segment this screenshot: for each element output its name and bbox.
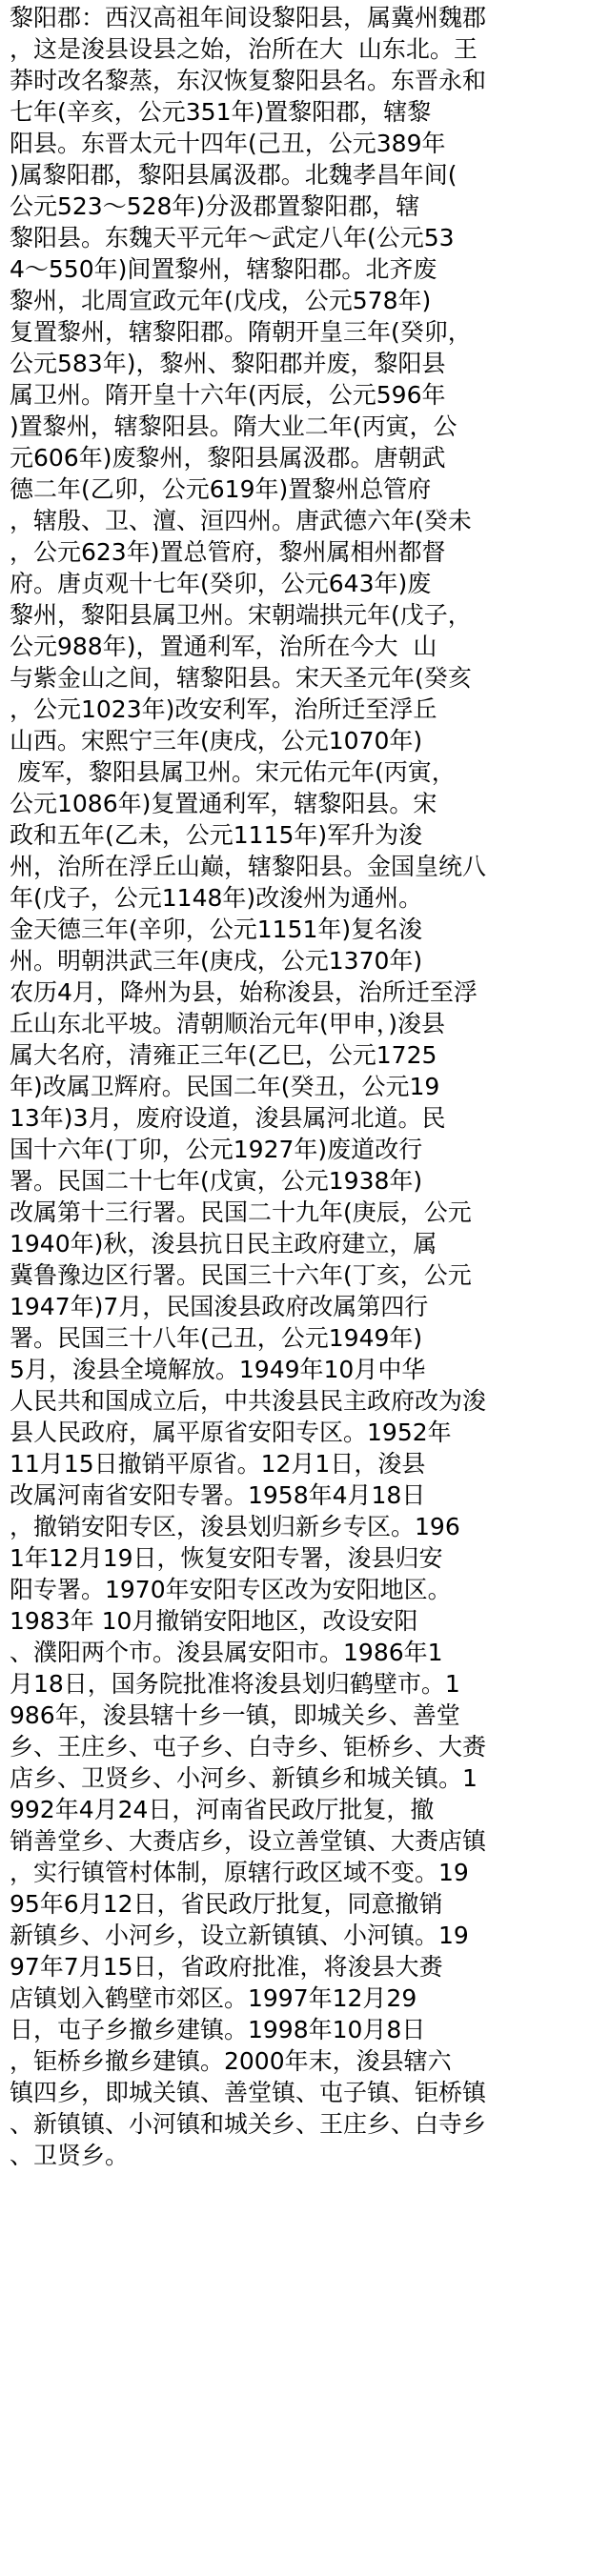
text-line-28: 州，治所在浮丘山巅，辖黎阳县。金国皇统八 [10,853,487,880]
text-line-20: 黎州，黎阳县属卫州。宋朝端拱元年(戊子， [10,601,472,629]
text-line-64: 店镇划入鹤壁市郊区。1997年12月29 [10,1984,417,2012]
text-line-23: ，公元1023年)改安利军，治所迁至浮丘 [10,695,437,723]
text-line-03: 莽时改名黎蒸，东汉恢复黎阳县名。东晋永和 [10,67,487,94]
text-line-42: 1947年)7月，民国浚县政府改属第四行 [10,1293,429,1320]
text-line-21: 公元988年)，置通利军，治所在今大 山 [10,633,437,660]
text-line-34: 属大名府，清雍正三年(乙巳，公元1725 [10,1041,437,1069]
text-line-25: 废军，黎阳县属卫州。宋元佑元年(丙寅， [10,758,456,786]
text-line-65: 日，屯子乡撤乡建镇。1998年10月8日 [10,2016,426,2043]
text-line-07: 公元523～528年)分汲郡置黎阳郡，辖 [10,192,420,220]
text-line-50: 1年12月19日，恢复安阳专署，浚县归安 [10,1544,443,1572]
text-line-47: 11月15日撤销平原省。12月1日，浚县 [10,1450,426,1478]
text-line-69: 、卫贤乡。 [10,2142,130,2169]
text-line-10: 黎州，北周宣政元年(戊戌，公元578年) [10,287,432,314]
text-line-68: 、新镇镇、小河镇和城关乡、王庄乡、白寺乡 [10,2110,487,2138]
text-line-57: 店乡、卫贤乡、小河乡、新镇乡和城关镇。1 [10,1764,478,1792]
text-line-06: )属黎阳郡，黎阳县属汲郡。北魏孝昌年间( [10,161,458,189]
text-line-46: 县人民政府，属平原省安阳专区。1952年 [10,1419,452,1446]
text-line-52: 1983年 10月撤销安阳地区，改设安阳 [10,1607,418,1635]
text-line-39: 改属第十三行署。民国二十九年(庚辰，公元 [10,1198,472,1226]
text-line-66: ，钜桥乡撤乡建镇。2000年末，浚县辖六 [10,2047,452,2075]
text-line-44: 5月，浚县全境解放。1949年10月中华 [10,1356,426,1383]
text-line-05: 阳县。东晋太元十四年(己丑，公元389年 [10,130,446,157]
text-line-30: 金天德三年(辛卯，公元1151年)复名浚 [10,916,423,943]
text-line-40: 1940年)秋，浚县抗日民主政府建立，属 [10,1230,437,1258]
text-line-32: 农历4月，降州为县，始称浚县，治所迁至浮 [10,978,478,1006]
text-line-33: 丘山东北平坡。清朝顺治元年(甲申，)浚县 [10,1010,446,1037]
text-line-08: 黎阳县。东魏天平元年～武定八年(公元53 [10,224,455,252]
text-line-38: 署。民国二十七年(戊寅，公元1938年) [10,1167,423,1195]
text-line-17: ，辖殷、卫、澶、洹四州。唐武德六年(癸未 [10,507,472,534]
text-line-18: ，公元623年)置总管府，黎州属相州都督 [10,538,446,566]
text-line-61: 95年6月12日，省民政厅批复，同意撤销 [10,1890,443,1918]
text-line-11: 复置黎州，辖黎阳郡。隋朝开皇三年(癸卯， [10,318,472,346]
text-line-53: 、濮阳两个市。浚县属安阳市。1986年1 [10,1639,443,1666]
text-line-67: 镇四乡，即城关镇、善堂镇、屯子镇、钜桥镇 [10,2079,487,2106]
text-line-54: 月18日，国务院批准将浚县划归鹤壁市。1 [10,1670,460,1698]
text-line-15: 元606年)废黎州，黎阳县属汲郡。唐朝武 [10,444,446,472]
text-line-51: 阳专署。1970年安阳专区改为安阳地区。 [10,1576,452,1603]
text-line-63: 97年7月15日，省政府批准，将浚县大赉 [10,1953,443,1981]
text-line-70 [10,2171,610,2203]
text-line-60: ，实行镇管村体制，原辖行政区域不变。19 [10,1859,469,1886]
text-line-58: 992年4月24日，河南省民政厅批复，撤 [10,1796,435,1823]
text-line-29: 年(戊子，公元1148年)改浚州为通州。 [10,884,423,912]
text-line-56: 乡、王庄乡、屯子乡、白寺乡、钜桥乡、大赉 [10,1733,487,1761]
text-line-04: 七年(辛亥，公元351年)置黎阳郡，辖黎 [10,98,432,126]
text-line-43: 署。民国三十八年(己丑，公元1949年) [10,1324,423,1352]
text-line-01: 黎阳郡：西汉高祖年间设黎阳县，属冀州魏郡 [10,4,487,31]
text-line-02: ，这是浚县设县之始，治所在大 山东北。王 [10,35,478,63]
text-line-49: ，撤销安阳专区，浚县划归新乡专区。196 [10,1513,460,1540]
text-line-37: 国十六年(丁卯，公元1927年)废道改行 [10,1136,423,1163]
text-line-55: 986年，浚县辖十乡一镇，即城关乡、善堂 [10,1701,460,1729]
text-line-13: 属卫州。隋开皇十六年(丙辰，公元596年 [10,381,446,409]
text-line-31: 州。明朝洪武三年(庚戌，公元1370年) [10,947,423,975]
text-line-22: 与紫金山之间，辖黎阳县。宋天圣元年(癸亥 [10,664,472,692]
text-line-19: 府。唐贞观十七年(癸卯，公元643年)废 [10,570,432,597]
text-line-16: 德二年(乙卯，公元619年)置黎州总管府 [10,475,432,503]
text-line-27: 政和五年(乙未，公元1115年)军升为浚 [10,821,423,849]
text-line-36: 13年)3月，废府设道，浚县属河北道。民 [10,1104,446,1132]
text-line-24: 山西。宋熙宁三年(庚戌，公元1070年) [10,727,423,755]
text-line-41: 冀鲁豫边区行署。民国三十六年(丁亥，公元 [10,1261,472,1289]
text-line-48: 改属河南省安阳专署。1958年4月18日 [10,1481,426,1509]
text-line-14: )置黎州，辖黎阳县。隋大业二年(丙寅，公 [10,413,458,440]
text-line-26: 公元1086年)复置通利军，辖黎阳县。宋 [10,790,437,817]
text-line-62: 新镇乡、小河乡，设立新镇镇、小河镇。19 [10,1922,469,1949]
text-line-09: 4～550年)间置黎州，辖黎阳郡。北齐废 [10,255,437,283]
text-line-45: 人民共和国成立后，中共浚县民主政府改为浚 [10,1387,487,1415]
text-line-59: 销善堂乡、大赉店乡，设立善堂镇、大赉店镇 [10,1827,487,1855]
text-line-35: 年)改属卫辉府。民国二年(癸丑，公元19 [10,1073,440,1100]
text-line-12: 公元583年)，黎州、黎阳郡并废，黎阳县 [10,350,446,377]
